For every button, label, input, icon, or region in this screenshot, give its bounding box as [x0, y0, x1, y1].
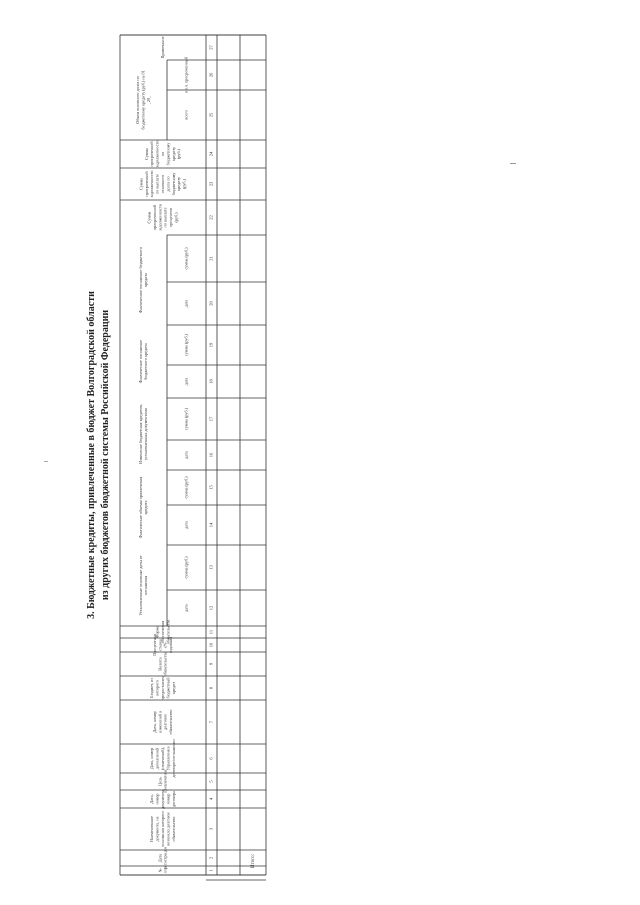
header-1-line: № [157, 868, 163, 873]
group-header-5-line: Объем основного долга по [135, 76, 141, 124]
header-7-line: обязательство [168, 709, 174, 735]
header-8-line: кредит [170, 681, 176, 695]
header-4-line: номер [165, 793, 171, 805]
column-number-24: 24 [208, 151, 214, 157]
header-23-line: бюджетному [170, 172, 176, 196]
header-24-line: Сумма [143, 148, 149, 160]
column-number-3: 3 [208, 827, 214, 831]
header-6-line: Управления в [165, 746, 171, 771]
header-24-line: (руб.) [176, 148, 182, 160]
header-3-line: обязательство [170, 816, 176, 842]
subheader-19: сумма (руб.) [183, 333, 189, 357]
header-22-line: задолженности [157, 203, 163, 232]
header-23-line: долга по [165, 176, 171, 192]
header-23-line: по выплате [154, 174, 160, 194]
column-number-15: 15 [208, 485, 214, 490]
header-4-line: Дата, [149, 794, 155, 804]
subheader-17: сумма (руб.) [183, 407, 189, 431]
subheader-21: сумма (руб.) [183, 247, 189, 270]
header-22-line: Сумма [146, 211, 152, 224]
column-number-11: 11 [208, 629, 214, 635]
header-23-line: задолженности [149, 170, 155, 198]
header-27 [160, 36, 165, 58]
group-header-2 [138, 404, 148, 464]
group-header-5-line: бюджетному кредиту (руб.) на 01 [140, 70, 146, 130]
header-3-line: Наименование [149, 815, 155, 843]
header-22-line: процентов [168, 208, 174, 227]
header-22-line: по выплате [162, 207, 168, 228]
group-header-0 [138, 555, 148, 615]
header-11-line: Форма [154, 626, 160, 638]
header-2-line: регистрации [162, 846, 168, 870]
header-4-line: документа, [159, 789, 165, 809]
header-6-line: дополнений [154, 747, 160, 770]
group-header-3-line: Фактическое погашение [137, 339, 143, 384]
group-header-4-line: Фактическое погашение бюджетного [137, 246, 143, 314]
header-5 [157, 770, 167, 793]
header-2-line: Дата [157, 853, 163, 863]
header-8-line: которого [154, 680, 160, 696]
header-23-line: основного [159, 174, 165, 194]
header-27-line: Примечание [159, 36, 165, 59]
column-number-9: 9 [208, 662, 214, 666]
header-22-line: (руб.) [173, 212, 179, 223]
column-number-25: 25 [208, 112, 214, 118]
header-8-line: бюджетный [165, 677, 171, 699]
group-header-2-line: Изменение бюджетных кредитов, [137, 404, 143, 464]
header-7-line: изменений в [157, 710, 163, 734]
header-3-line: документа, на [154, 816, 160, 842]
header-23 [138, 170, 186, 198]
header-22 [146, 203, 178, 231]
header-7-line: Дата, номер [151, 711, 157, 733]
column-number-18: 18 [208, 379, 214, 384]
column-number-13: 13 [208, 565, 214, 570]
subheader-26: в т.ч. просроченный [183, 57, 189, 93]
header-10-line: (% [162, 642, 168, 648]
header-24-line: по [159, 151, 165, 157]
header-11-line: обеспечения [159, 620, 165, 644]
group-header-5 [135, 70, 151, 129]
group-header-0-line: Установленные основные даты ее [137, 555, 143, 616]
header-10-line: годовых) [168, 636, 174, 654]
subheader-15: сумма (руб.) [183, 476, 189, 499]
subheader-14: дата [183, 521, 189, 529]
header-10-line: ставка [157, 639, 163, 651]
group-header-3 [138, 340, 148, 383]
header-10-line: Процентная [151, 634, 157, 656]
total-label: Итого: [251, 853, 257, 869]
column-number-8: 8 [208, 686, 214, 690]
group-header-4-line: кредита [143, 272, 149, 288]
header-3-line: возникло долговое [165, 812, 171, 846]
header-23-line: (руб.) [181, 178, 187, 190]
header-4-line: договора [170, 791, 176, 807]
group-header-1-line: кредита [143, 500, 149, 515]
group-header-4 [138, 247, 148, 313]
group-header-5-line: _20_ [145, 95, 151, 105]
column-number-26: 26 [208, 72, 214, 78]
column-number-23: 23 [208, 181, 214, 187]
column-number-19: 19 [208, 342, 214, 348]
header-24-line: бюджетному [165, 142, 171, 166]
header-11-line: обязательства [165, 619, 171, 645]
header-24-line: кредиту [170, 146, 176, 162]
group-header-0-line: погашения [143, 575, 149, 596]
column-number-14: 14 [208, 522, 214, 528]
header-9-line: обязательства [162, 651, 168, 677]
column-number-16: 16 [208, 452, 214, 458]
header-8-line: Бюджет, из [149, 678, 155, 698]
header-6-line: договоре/соглашении [170, 739, 176, 778]
header-5-line: Цель [157, 777, 163, 786]
subheader-20: дата [183, 299, 189, 308]
subheader-13: сумма (руб.) [183, 556, 189, 579]
header-23-line: просроченной [143, 171, 149, 197]
header-3-line: основании которого [159, 811, 165, 847]
header-9-line: Валюта [157, 657, 163, 671]
header-22-line: просроченной [151, 204, 157, 231]
column-number-2: 2 [208, 856, 214, 860]
header-1-line: п/п [162, 867, 168, 874]
column-number-5: 5 [208, 780, 214, 783]
title-line-2: из других бюджетов бюджетной системы Российской Федерации [100, 309, 111, 601]
header-7 [152, 710, 173, 735]
group-header-1 [138, 477, 148, 539]
header-6-line: (изменений), [159, 746, 165, 771]
header-8-line: предоставлен [159, 675, 165, 701]
subheader-18: дата [183, 377, 189, 386]
column-number-21: 21 [208, 256, 214, 261]
column-number-1: 1 [208, 869, 214, 872]
column-number-7: 7 [208, 720, 214, 724]
group-header-1-line: Фактические объемы привлечения [137, 476, 143, 539]
title-line-1: 3. Бюджетные кредиты, привлеченные в бюджет Волгоградской области [86, 291, 97, 619]
column-number-20: 20 [208, 301, 214, 306]
group-header-3-line: бюджетного кредита [143, 343, 149, 380]
header-9 [157, 652, 167, 677]
header-4-line: номер [154, 793, 160, 805]
group-header-2-line: установленных документами [143, 408, 149, 460]
header-23-line: кредиту [176, 176, 182, 192]
header-23-line: Сумма [138, 178, 144, 190]
header-6-line: Дата, номер [149, 747, 155, 770]
header-8 [149, 675, 176, 700]
header-24-line: просроченной [149, 141, 155, 167]
column-number-27: 27 [208, 45, 214, 50]
subheader-12: дата [183, 604, 189, 612]
header-24-line: задолженности [154, 140, 160, 168]
subheader-16: дата [183, 451, 189, 459]
column-number-12: 12 [208, 605, 214, 611]
column-number-6: 6 [208, 757, 214, 760]
header-24 [144, 140, 181, 168]
header-3 [149, 811, 176, 847]
header-7-line: долговое [162, 714, 168, 730]
header-5-line: привлечения [162, 770, 168, 793]
column-number-17: 17 [208, 416, 214, 422]
subheader-25: всего [183, 110, 189, 120]
column-number-4: 4 [208, 797, 214, 801]
column-number-22: 22 [208, 215, 214, 220]
column-number-10: 10 [208, 642, 214, 648]
